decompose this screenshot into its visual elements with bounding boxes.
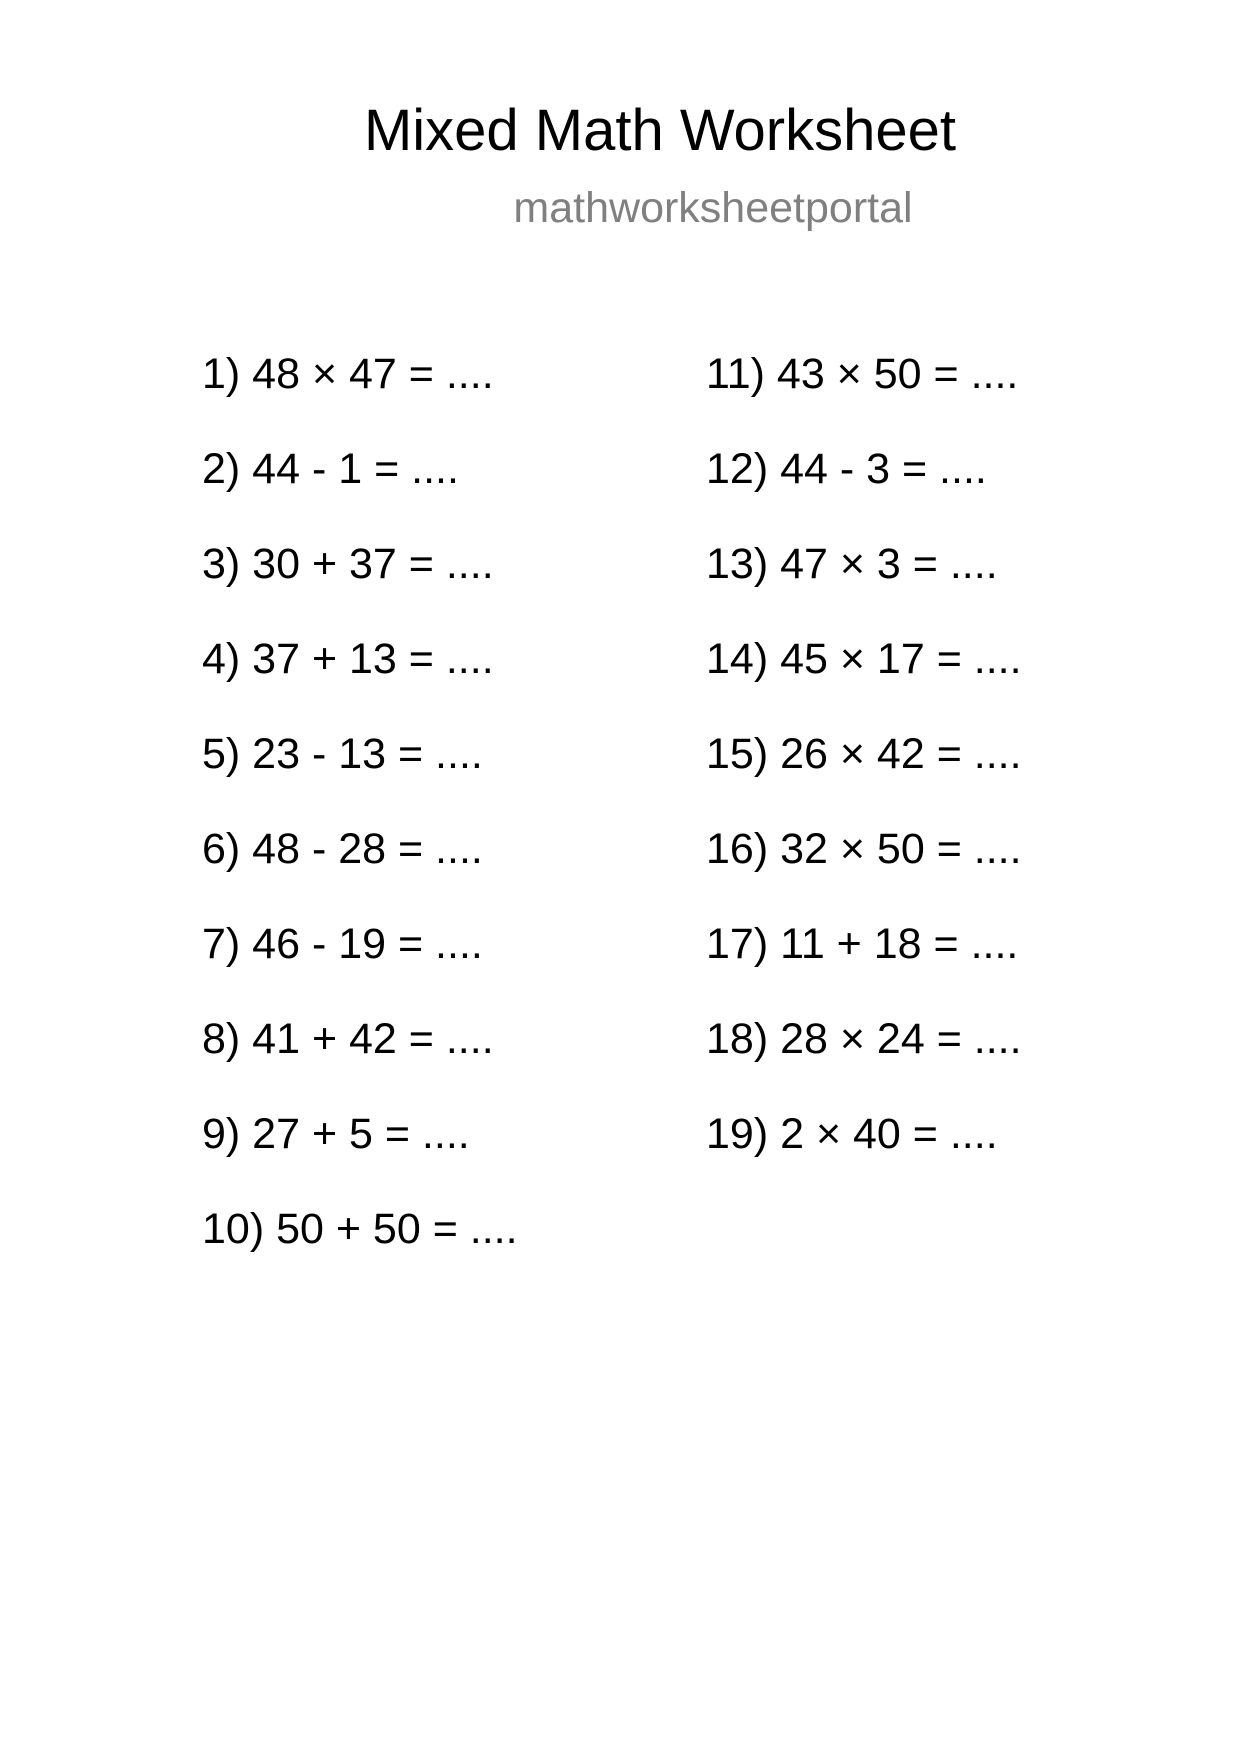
problem-item: 8) 41 + 42 = .... xyxy=(202,1015,494,1063)
problem-item: 5) 23 - 13 = .... xyxy=(202,730,483,778)
problem-item: 18) 28 × 24 = .... xyxy=(706,1015,1022,1063)
problem-item: 4) 37 + 13 = .... xyxy=(202,635,494,683)
worksheet-title: Mixed Math Worksheet xyxy=(363,98,957,163)
problem-item: 15) 26 × 42 = .... xyxy=(706,730,1022,778)
problem-item: 3) 30 + 37 = .... xyxy=(202,540,494,588)
problem-item: 10) 50 + 50 = .... xyxy=(202,1205,518,1253)
problem-list-left xyxy=(202,348,518,1298)
problem-item: 14) 45 × 17 = .... xyxy=(706,635,1022,683)
problem-item: 13) 47 × 3 = .... xyxy=(706,540,998,588)
problem-item: 16) 32 × 50 = .... xyxy=(706,825,1022,873)
problem-item: 12) 44 - 3 = .... xyxy=(706,445,987,493)
worksheet-source: mathworksheetportal xyxy=(513,184,913,232)
problem-item: 19) 2 × 40 = .... xyxy=(706,1110,998,1158)
problem-list-right xyxy=(706,348,1022,1203)
problem-item: 11) 43 × 50 = .... xyxy=(706,350,1019,398)
problem-item: 7) 46 - 19 = .... xyxy=(202,920,483,968)
problem-item: 9) 27 + 5 = .... xyxy=(202,1110,470,1158)
problem-item: 1) 48 × 47 = .... xyxy=(202,350,494,398)
problem-item: 6) 48 - 28 = .... xyxy=(202,825,483,873)
problem-item: 2) 44 - 1 = .... xyxy=(202,445,459,493)
problem-item: 17) 11 + 18 = .... xyxy=(706,920,1019,968)
